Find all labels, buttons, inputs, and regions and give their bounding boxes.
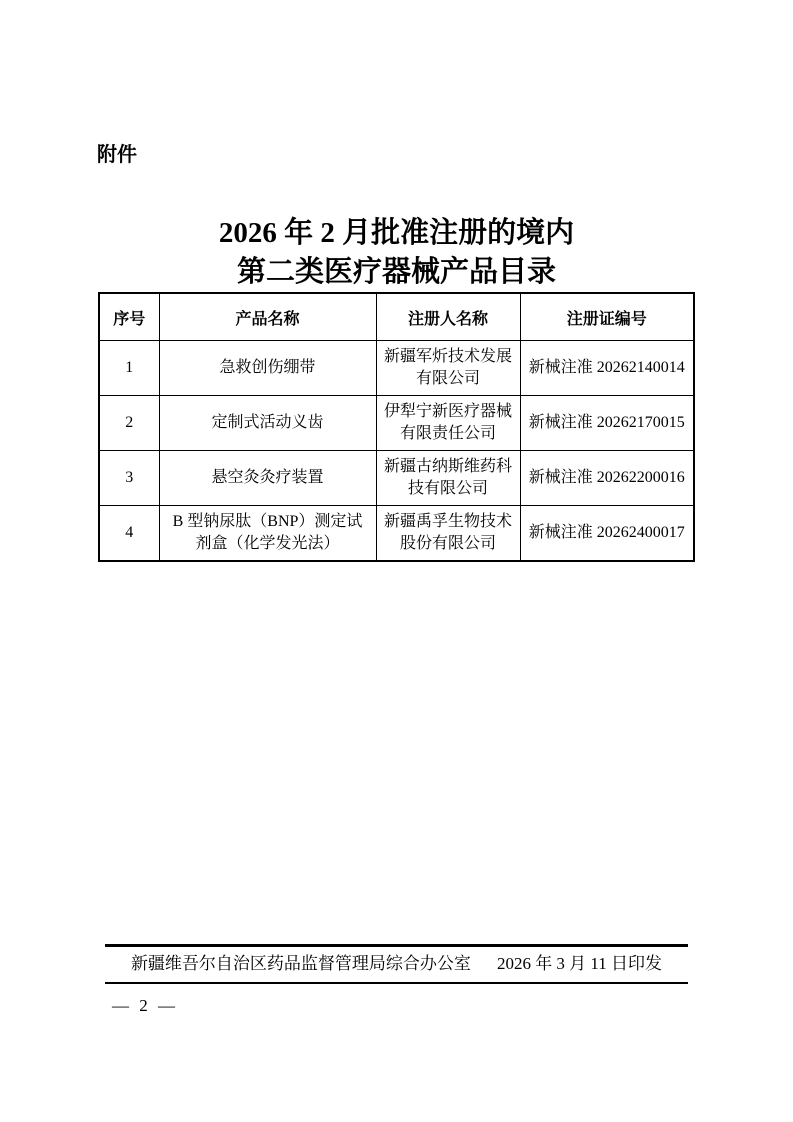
cell-serial-number: 2 bbox=[99, 396, 159, 451]
page-number: — 2 — bbox=[112, 996, 175, 1015]
approval-table bbox=[98, 292, 695, 562]
table-header-row bbox=[99, 293, 694, 341]
cell-registrant-name: 新疆禹孚生物技术股份有限公司 bbox=[376, 506, 520, 562]
cell-registrant-name: 伊犁宁新医疗器械有限责任公司 bbox=[376, 396, 520, 451]
cell-certificate-number: 新械注准 20262170015 bbox=[520, 396, 694, 451]
table-row bbox=[99, 451, 694, 506]
document-title bbox=[0, 214, 793, 292]
cell-certificate-number: 新械注准 20262400017 bbox=[520, 506, 694, 562]
cell-serial-number: 4 bbox=[99, 506, 159, 562]
table-row bbox=[99, 506, 694, 562]
title-line-1: 2026 年 2 月批准注册的境内 bbox=[218, 217, 575, 249]
footer-bottom-rule bbox=[105, 982, 688, 984]
cell-certificate-number: 新械注准 20262200016 bbox=[520, 451, 694, 506]
header-serial-number: 序号 bbox=[99, 293, 159, 341]
cell-registrant-name: 新疆军炘技术发展有限公司 bbox=[376, 341, 520, 396]
table-row bbox=[99, 341, 694, 396]
cell-product-name: 急救创伤绷带 bbox=[159, 341, 376, 396]
cell-product-name: B 型钠尿肽（BNP）测定试剂盒（化学发光法） bbox=[159, 506, 376, 562]
table-row bbox=[99, 396, 694, 451]
header-certificate-number: 注册证编号 bbox=[520, 293, 694, 341]
title-line-2: 第二类医疗器械产品目录 bbox=[236, 256, 556, 288]
cell-product-name: 定制式活动义齿 bbox=[159, 396, 376, 451]
footer-issuer: 新疆维吾尔自治区药品监督管理局综合办公室 bbox=[130, 953, 471, 973]
cell-serial-number: 3 bbox=[99, 451, 159, 506]
cell-serial-number: 1 bbox=[99, 341, 159, 396]
cell-registrant-name: 新疆古纳斯维药科技有限公司 bbox=[376, 451, 520, 506]
cell-certificate-number: 新械注准 20262140014 bbox=[520, 341, 694, 396]
attachment-label: 附件 bbox=[97, 144, 137, 166]
issuance-footer bbox=[105, 944, 688, 984]
header-registrant-name: 注册人名称 bbox=[376, 293, 520, 341]
header-product-name: 产品名称 bbox=[159, 293, 376, 341]
footer-text bbox=[105, 947, 688, 982]
cell-product-name: 悬空灸灸疗装置 bbox=[159, 451, 376, 506]
footer-print-date: 2026 年 3 月 11 日印发 bbox=[496, 953, 663, 973]
